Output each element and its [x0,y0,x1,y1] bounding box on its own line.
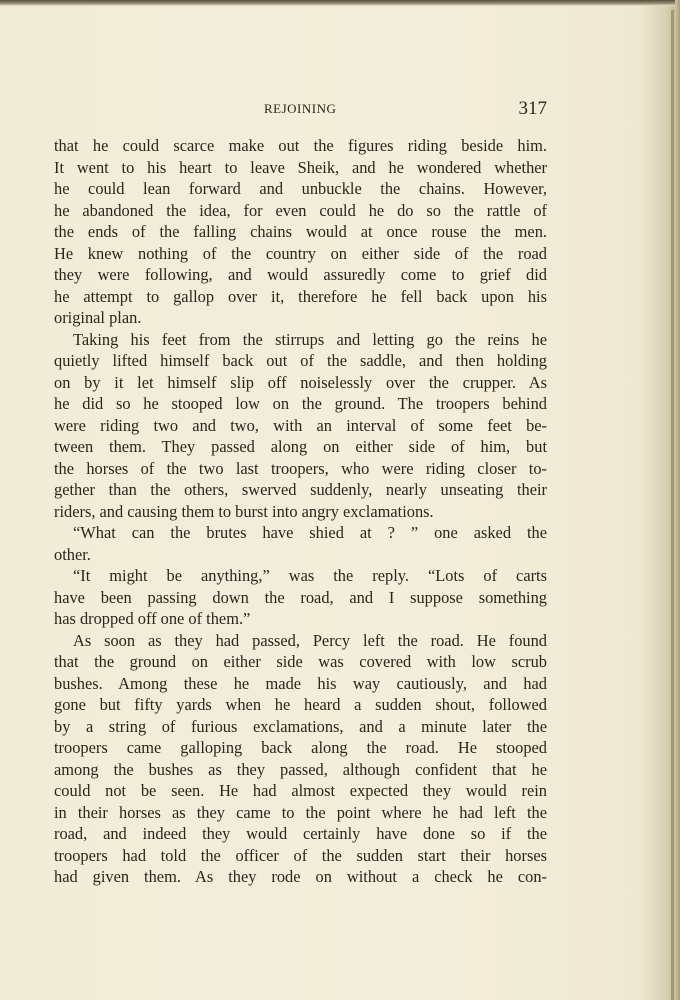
text-line: Taking his feet from the stirrups and letting go the reins he [73,329,547,349]
text-line: in their horses as they came to the point where he had left the [54,802,547,822]
page-number: 317 [518,98,547,119]
text-line: bushes. Among these he made his way cautiously, and had [54,673,547,693]
body-text [54,135,547,888]
text-line: that he could scarce make out the figures riding beside him. [54,136,547,155]
text-line: troopers came galloping back along the road. He stooped [54,738,547,757]
text-line: have been passing down the road, and I suppose something [54,587,547,607]
text-line: As soon as they had passed, Percy left the road. He found [73,630,547,650]
text-line: riders, and causing them to burst into angry exclamations. [54,501,434,521]
text-line: It went to his heart to leave Sheik, and he wondered whether [54,157,547,177]
text-line: among the bushes as they passed, although confident that he [54,759,547,779]
running-head: REJOINING [264,101,337,116]
page-right-margin-line [671,10,674,1000]
page-top-edge [0,0,680,6]
page-header [54,98,547,123]
text-line: tween them. They passed along on either side of him, but [54,437,547,456]
text-line: “It might be anything,” was the reply. “Lots of carts [73,566,547,585]
text-line: He knew nothing of the country on either side of the road [54,243,547,263]
text-line: he abandoned the idea, for even could he do so the rattle of [54,200,547,220]
text-line: gether than the others, swerved suddenly, nearly unseating their [54,480,547,499]
text-line: he attempt to gallop over it, therefore he fell back upon his [54,286,547,306]
text-line: road, and indeed they would certainly have done so if the [54,824,547,843]
text-line: on by it let himself slip off noiselessly over the crupper. As [54,372,547,392]
page-right-edge [675,0,680,1000]
text-line: were riding two and two, with an interval of some feet be- [54,415,547,435]
text-line: had given them. As they rode on without a check he con- [54,867,547,886]
text-line: original plan. [54,308,142,327]
text-line: has dropped off one of them.” [54,609,251,628]
text-line: troopers had told the officer of the sudden start their horses [54,845,547,865]
text-line: that the ground on either side was covered with low scrub [54,652,547,671]
text-line: the horses of the two last troopers, who were riding closer to- [54,458,547,478]
text-line: they were following, and would assuredly come to grief did [54,265,547,284]
text-line: other. [54,544,91,564]
text-line: he did so he stooped low on the ground. The troopers behind [54,394,547,413]
text-line: the ends of the falling chains would at once rouse the men. [54,222,547,241]
text-line: “What can the brutes have shied at ? ” one asked the [73,523,547,542]
text-line: gone but fifty yards when he heard a sudden shout, followed [54,695,547,714]
text-line: quietly lifted himself back out of the saddle, and then holding [54,351,547,370]
text-line: he could lean forward and unbuckle the chains. However, [54,179,547,198]
text-line: could not be seen. He had almost expected they would rein [54,781,547,800]
text-line: by a string of furious exclamations, and a minute later the [54,716,547,736]
